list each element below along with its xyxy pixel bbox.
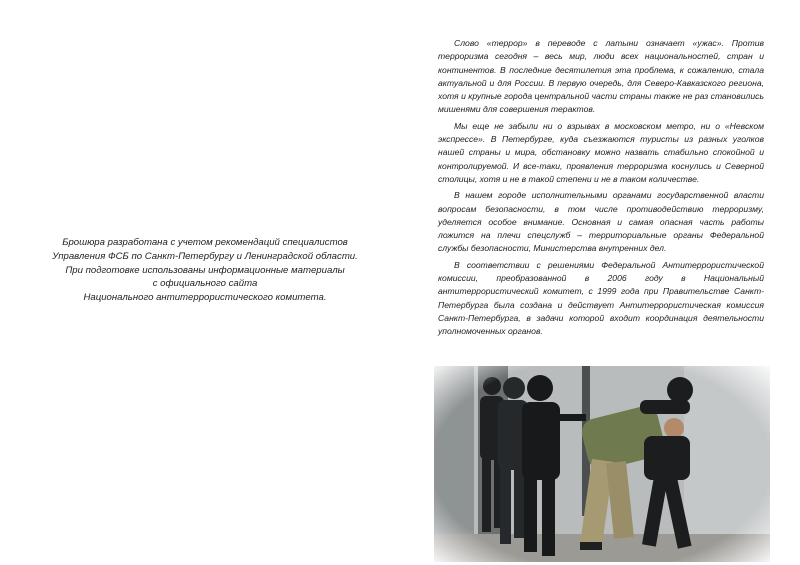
body-text [438,37,764,342]
credits-line: Национального антитеррористического комитета. [83,292,327,304]
credits-line: Управления ФСБ по Санкт-Петербургу и Ленинградской области. [52,250,358,262]
photo-wall-right [684,366,770,562]
paragraph-commission: В соответствии с решениями Федеральной Антитеррористической комиссии, преобразованной в 2006 году в Национальный антитеррористический комитет, с 1999 года при Правительстве Санкт-Петербурга была создана и действует Антитеррористическая комиссия Санкт-Петербурга, в задачи которой входит координация деятельности уполномоченных органов. [438,259,764,337]
credits-line: При подготовке использованы информационные материалы [65,264,345,276]
credits-line: с официального сайта [152,278,258,290]
photo-door-left [434,366,474,562]
paragraph-terror-definition: Слово «террор» в переводе с латыни означает «ужас». Против терроризма сегодня – весь мир, люди всех национальностей, стран и континентов. В последние десятилетия эта проблема, к сожалению, стала актуальной и для России. В первую очередь, для Северо-Кавказского региона, хотя и крупные города центральной части страны также не раз становились мишенями для совершения терактов. [438,38,764,115]
special-forces-photo [434,366,770,562]
paragraph-security-services: В нашем городе исполнительными органами государственной власти вопросам безопасности, в том числе противодействию терроризму, уделяется особое внимание. Основная и самая опасная часть работы ложится на плечи спецслужб – территориальные органы Федеральной службы безопасности, Министерства внутренних дел. [438,190,764,254]
paragraph-petersburg: Мы еще не забыли ни о взрывах в московском метро, ни о «Невском экспрессе». В Петербурге, куда съезжаются туристы из разных уголков нашей страны и мира, обстановку можно назвать стабильно спокойной и контролируемой. И все-таки, проявления терроризма коснулись и Северной столицы, хотя и не в такой степени и не в таком количестве. [438,120,764,184]
right-page [400,0,800,565]
photo-illustration [434,366,770,562]
credits-line: Брошюра разработана с учетом рекомендаций специалистов [62,237,348,248]
credits-block [20,236,390,305]
